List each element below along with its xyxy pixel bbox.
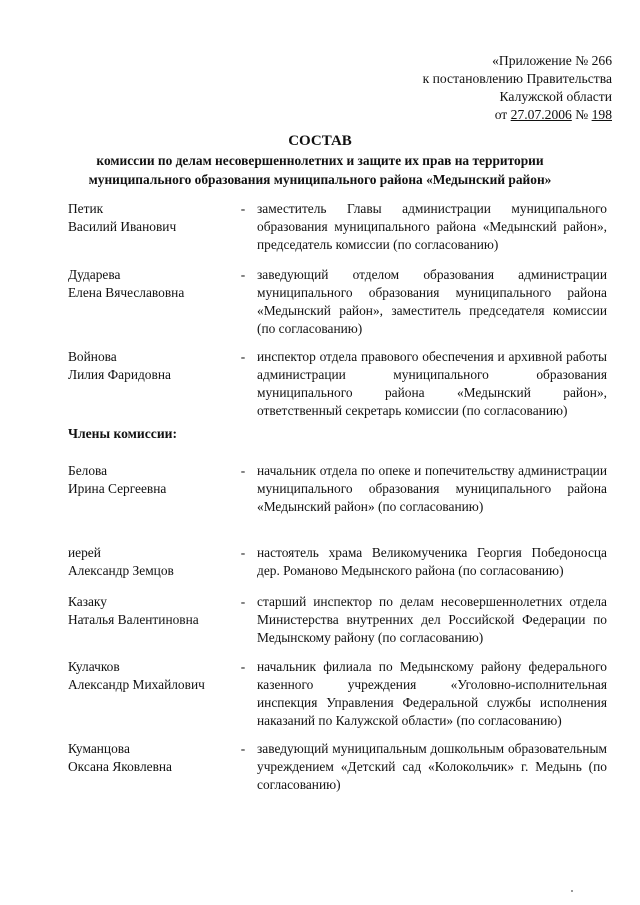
members-section-label: Члены комиссии:	[68, 426, 178, 441]
member-surname: Белова	[68, 463, 108, 478]
document-title	[0, 132, 640, 188]
member-name	[68, 593, 238, 629]
dash-separator: -	[240, 741, 246, 756]
member-name	[68, 658, 238, 694]
member-given-names: Елена Вячеславовна	[68, 285, 185, 300]
title-subtitle-line2: муниципального образования муниципального района «Медынский район»	[88, 172, 552, 187]
resolution-number: 198	[591, 107, 612, 122]
resolution-reference: к постановлению Правительства	[422, 71, 612, 86]
member-name	[68, 266, 238, 302]
dash-separator: -	[240, 545, 246, 560]
member-given-names: Василий Иванович	[68, 219, 177, 234]
member-surname: Казаку	[68, 594, 107, 609]
dash-separator: -	[240, 659, 246, 674]
title-main: СОСТАВ	[288, 133, 352, 149]
scan-speck	[571, 890, 573, 892]
region-name: Калужской области	[499, 89, 612, 104]
dash-separator: -	[240, 349, 246, 364]
appendix-number: «Приложение № 266	[492, 53, 612, 68]
member-surname: Куманцова	[68, 741, 130, 756]
dash-separator: -	[240, 594, 246, 609]
resolution-date: 27.07.2006	[510, 107, 572, 122]
member-given-names: Ирина Сергеевна	[68, 481, 167, 496]
member-given-names: Лилия Фаридовна	[68, 367, 171, 382]
member-name	[68, 544, 238, 580]
member-surname: Петик	[68, 201, 104, 216]
appendix-header	[423, 52, 612, 124]
member-position: инспектор отдела правового обеспечения и архивной работы администрации муниципального образования муниципального района «Медынский район», ответственный секретарь комиссии (по согласованию)	[257, 349, 607, 418]
member-position: заведующий отделом образования администрации муниципального образования муниципального района «Медынский район», заместитель председателя комиссии (по согласованию)	[257, 267, 607, 336]
member-given-names: Александр Михайлович	[68, 677, 205, 692]
member-surname: иерей	[68, 545, 101, 560]
member-name	[68, 348, 238, 384]
member-surname: Дударева	[68, 267, 121, 282]
member-surname: Кулачков	[68, 659, 120, 674]
member-position: настоятель храма Великомученика Георгия Победоносца дер. Романово Медынского района (по согласованию)	[257, 545, 607, 578]
title-subtitle-line1: комиссии по делам несовершеннолетних и защите их прав на территории	[96, 153, 544, 168]
member-surname: Войнова	[68, 349, 117, 364]
member-position: начальник филиала по Медынскому району федерального казенного учреждения «Уголовно-исполнительная инспекция Управления Федеральной службы исполнения наказаний по Калужской области» (по согласованию)	[257, 659, 607, 728]
member-position: старший инспектор по делам несовершеннолетних отдела Министерства внутренних дел Российской Федерации по Медынскому району (по согласованию)	[257, 594, 607, 645]
member-position: заместитель Главы администрации муниципального образования муниципального района «Медынский район», председатель комиссии (по согласованию)	[257, 201, 607, 252]
member-given-names: Оксана Яковлевна	[68, 759, 173, 774]
member-position: заведующий муниципальным дошкольным образовательным учреждением «Детский сад «Колокольчик» г. Медынь (по согласованию)	[257, 741, 607, 792]
resolution-date-line: от 27.07.2006 № 198	[494, 107, 612, 122]
dash-separator: -	[240, 267, 246, 282]
member-name	[68, 462, 238, 498]
member-position: начальник отдела по опеке и попечительству администрации муниципального образования муниципального района «Медынский район» (по согласованию)	[257, 463, 607, 514]
member-name	[68, 740, 238, 776]
dash-separator: -	[240, 463, 246, 478]
member-given-names: Наталья Валентиновна	[68, 612, 199, 627]
dash-separator: -	[240, 201, 246, 216]
member-name	[68, 200, 238, 236]
member-given-names: Александр Земцов	[68, 563, 174, 578]
